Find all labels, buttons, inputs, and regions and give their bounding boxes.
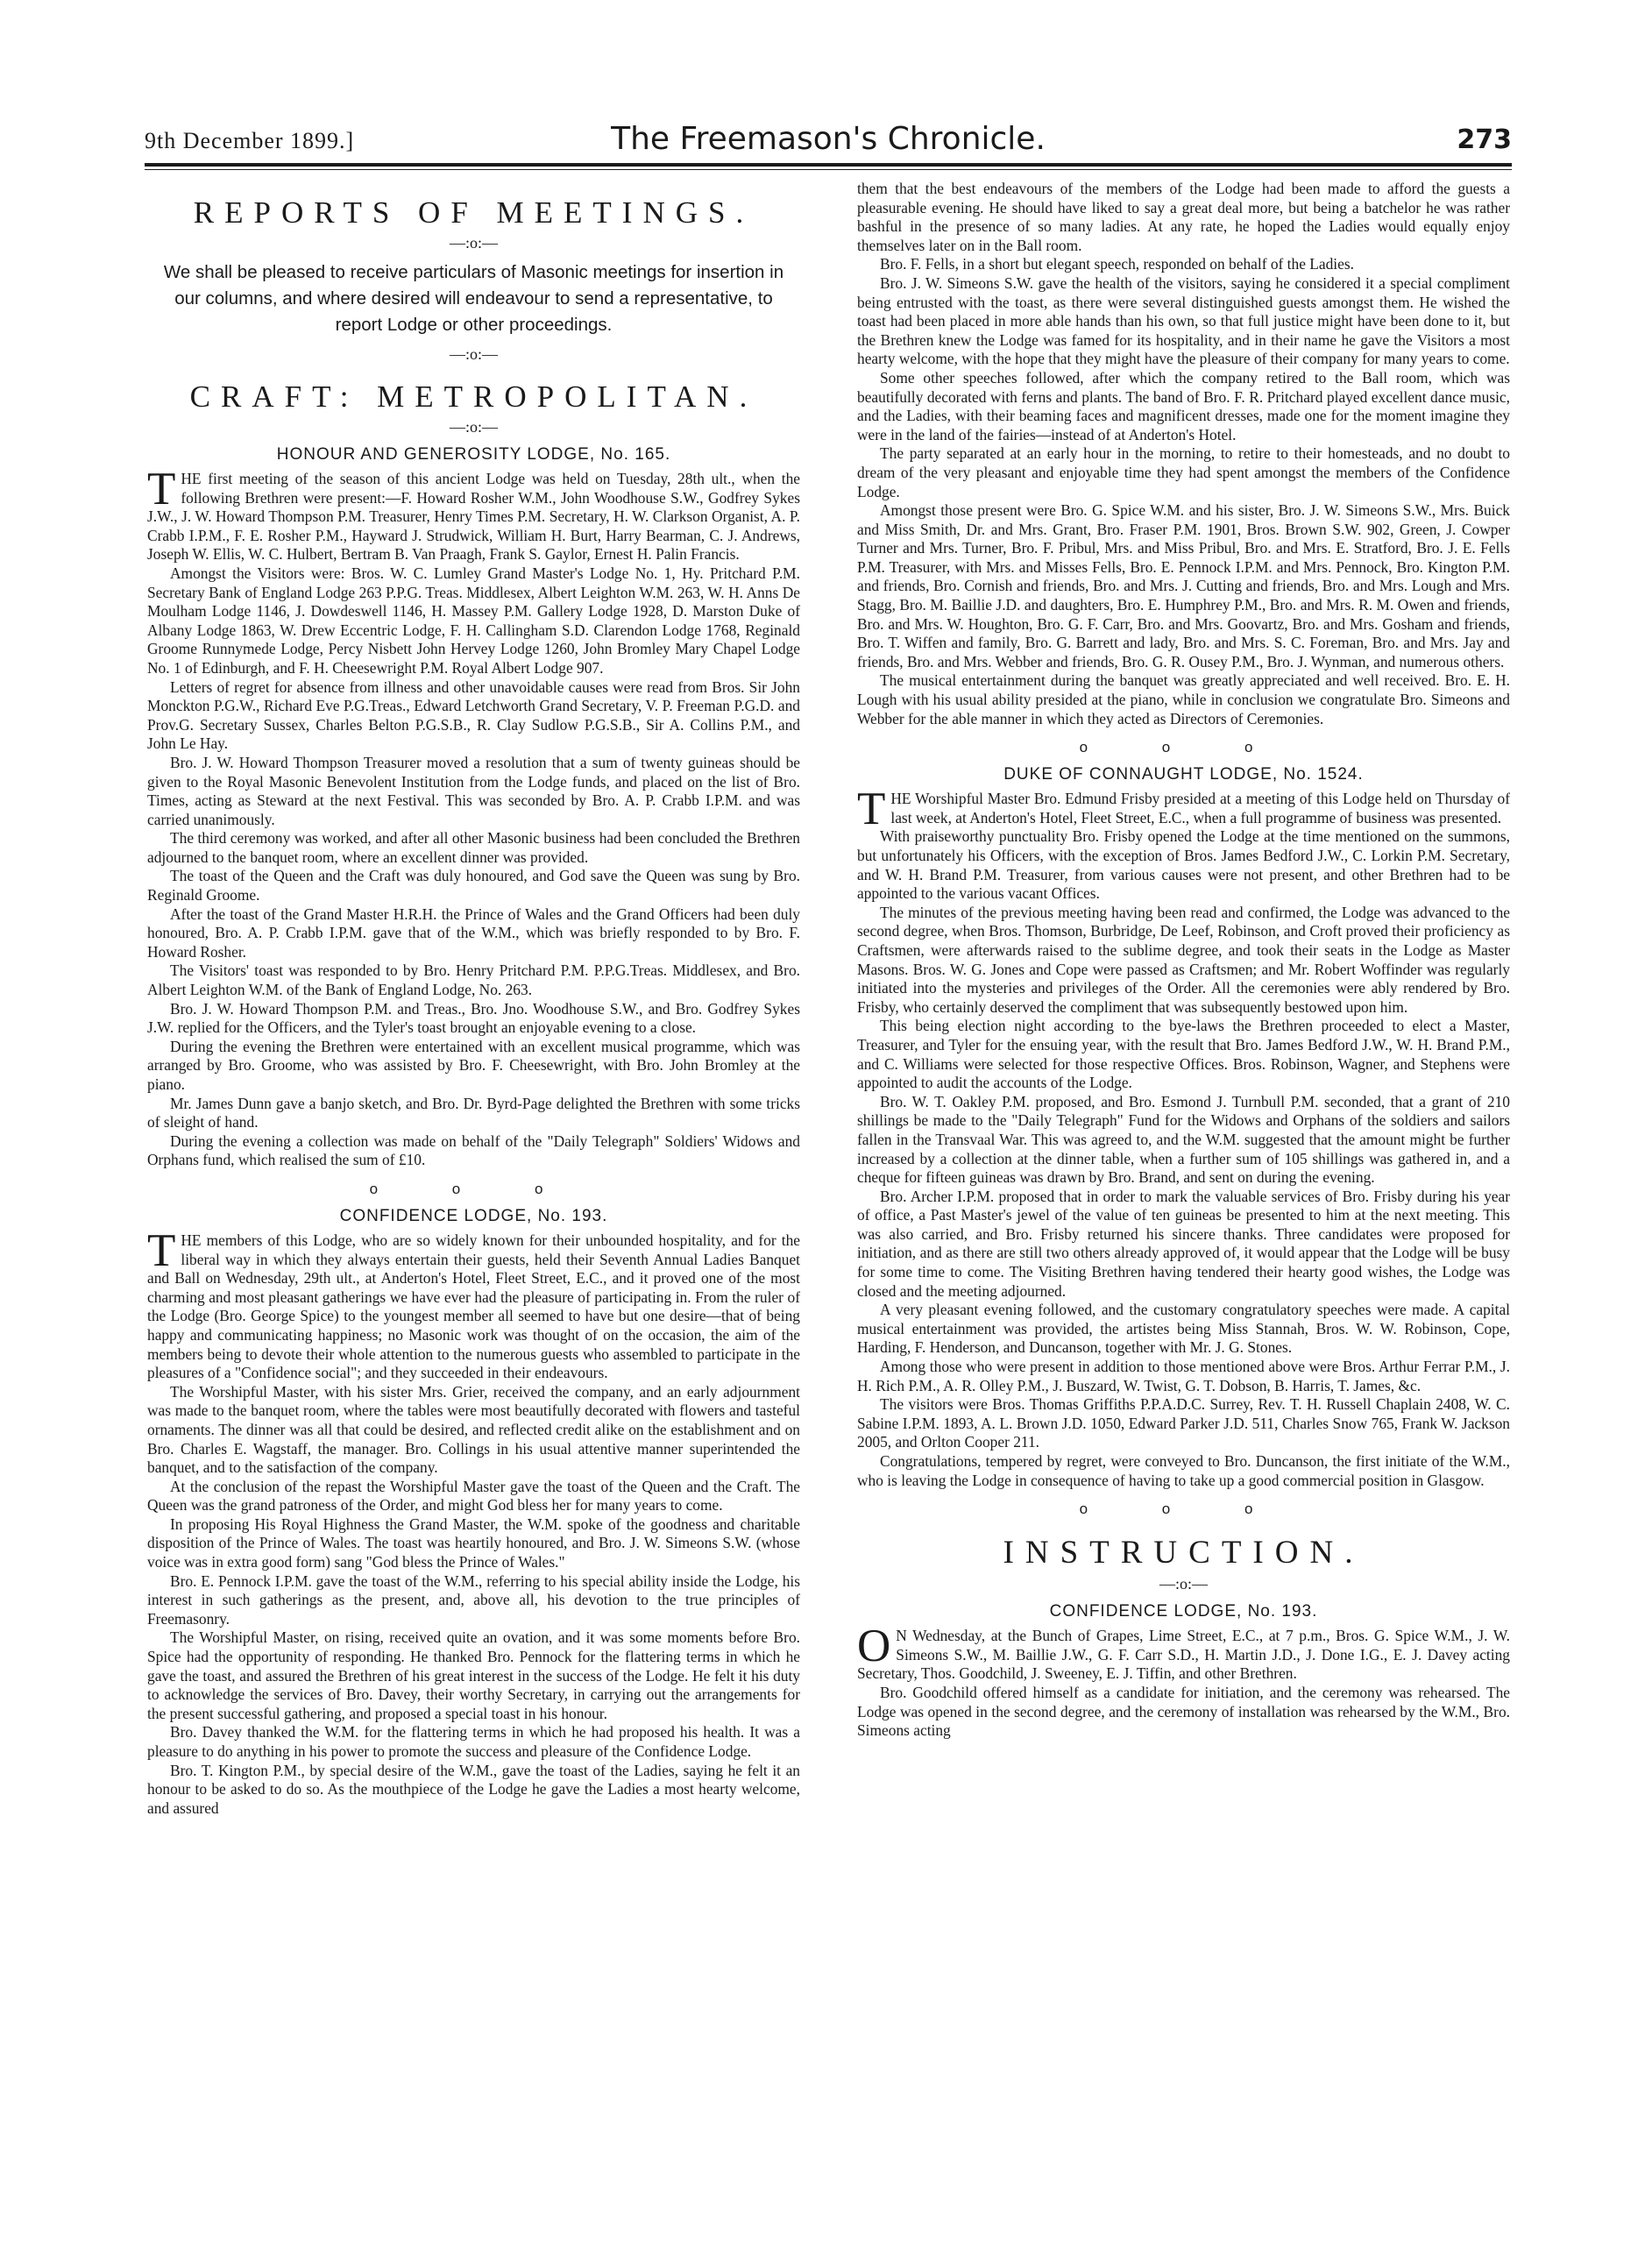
article-paragraph: The toast of the Queen and the Craft was duly honoured, and God save the Queen was sung by Bro. Reginald Groome. [147,867,800,904]
drop-cap: O [857,1621,891,1672]
section-divider: —:o:— [449,345,498,363]
drop-cap: T [147,1224,176,1276]
article-paragraph: The party separated at an early hour in the morning, to retire to their homesteads, and no doubt to dream of the very pleasant and enjoyable time they had spent amongst the members of the Confidence Lodge. [857,444,1510,500]
article-paragraph: Congratulations, tempered by regret, were conveyed to Bro. Duncanson, the first initiate of the W.M., who is leaving the Lodge in consequence of having to take up a good commercial position in Glasgow. [857,1452,1510,1489]
editorial-notice: We shall be pleased to receive particulars of Masonic meetings for insertion in our columns, and where desired will endeavour to send a representative, to report Lodge or other proceedings. [163,262,784,335]
article-paragraph: THE members of this Lodge, who are so widely known for their unbounded hospitality, and for the liberal way in which they always entertain their guests, held their Seventh Annual Ladies Banquet and Ball on Wednesday, 29th ult., at Anderton's Hotel, Fleet Street, E.C., and it proved one of the most charming and most pleasant gatherings we have ever had the pleasure of participating in. From the ruler of the Lodge (Bro. George Spice) to the youngest member all seemed to have but one desire—that of being happy and communicating happiness; no Masonic work was thought of on the occasion, the aim of the members being to devote their whole attention to the numerous guests who assembled to participate in the pleasures of a "Confidence social"; and they succeeded in their endeavours. [147,1224,800,1382]
section-divider: —:o:— [449,234,498,252]
article-paragraph: Amongst those present were Bro. G. Spice W.M. and his sister, Bro. J. W. Simeons S.W., Mrs. Buick and Miss Smith, Dr. and Mrs. Grant, Bro. Fraser P.M. 1901, Bros. Brown S.W. 902, Green, J. Cowper Turner and Mrs. Turner, Bro. F. Pribul, Mrs. and Miss Pribul, Bro. and Mrs. E. Stratford, Bro. J. E. Fells P.M. Treasurer, with Mrs. and Misses Fells, Bro. E. Pennock I.P.M. and Mrs. Pennock, Bro. Kington P.M. and friends, Bro. Cornish and friends, Bro. and Mrs. J. Cutting and friends, Bro. and Mrs. Lough and Mrs. Stagg, Bro. M. Baillie J.D. and daughters, Bro. E. Humphrey P.M., Bro. and Mrs. R. M. Owen and friends, Bro. and Mrs. W. Houghton, Bro. G. F. Carr, Bro. and Mrs. Goovartz, Bro. and Mrs. Gosham and friends, Bro. T. Wiffen and family, Bro. G. Barrett and lady, Bro. and Mrs. S. C. Foreman, Bro. and Mrs. Jay and friends, Bro. and Mrs. Webber and friends, Bro. G. R. Ousey P.M., Bro. J. Wynman, and numerous others. [857,501,1510,670]
article-paragraph: The visitors were Bros. Thomas Griffiths P.P.A.D.C. Surrey, Rev. T. H. Russell Chaplain 2408, W. C. Sabine I.P.M. 1893, A. L. Brown J.D. 1050, Edward Parker J.D. 511, Charles Snow 765, Frank W. Jackson 2005, and Orlton Cooper 211. [857,1395,1510,1451]
article-paragraph: With praiseworthy punctuality Bro. Frisby opened the Lodge at the time mentioned on the summons, but unfortunately his Officers, with the exception of Bros. James Bedford J.W., C. Lorkin P.M. Secretary, and W. H. Brand P.M. Treasurer, from various causes were not present, and other Brethren had to be appointed to the various vacant Offices. [857,827,1510,903]
article-paragraph: THE first meeting of the season of this ancient Lodge was held on Tuesday, 28th ult., when the following Brethren were present:—F. Howard Rosher W.M., John Woodhouse S.W., Godfrey Sykes J.W., J. W. Howard Thompson P.M. Treasurer, Henry Times P.M. Secretary, H. W. Clarkson Organist, A. P. Crabb I.P.M., F. E. Rosher P.M., Hayward J. Strudwick, William H. Burt, Harry Bearman, C. J. Andrews, Joseph W. Ellis, W. C. Hulbert, Bertram B. Van Praagh, Frank S. Gaylor, Ernest H. Palin Francis. [147,464,800,564]
craft-metropolitan-title: CRAFT: METROPOLITAN. [189,380,758,414]
article-paragraph: them that the best endeavours of the members of the Lodge had been made to afford the guests a pleasurable evening. He should have liked to say a great deal more, but being a batchelor he was rather bashful in the presence of so many ladies. At any rate, he hoped the Ladies would equally enjoy themselves later on in the Ball room. [857,180,1510,254]
connaught-lodge-report [857,784,1510,1490]
article-paragraph: O N Wednesday, at the Bunch of Grapes, Lime Street, E.C., at 7 p.m., Bros. G. Spice W.M., J. W. Simeons S.W., M. Baillie J.W., G. F. Carr S.D., H. Martin J.D., J. Done I.G., E. J. Davey acting Secretary, Thos. Goodchild, J. Sweeney, E. J. Tiffin, and other Brethren. [857,1621,1510,1683]
page-number: 273 [1457,124,1512,155]
drop-cap: T [857,784,886,835]
masthead-rule-thin [145,169,1512,170]
article-paragraph: Among those who were present in addition to those mentioned above were Bros. Arthur Ferrar P.M., J. H. Rich P.M., A. R. Olley P.M., J. Buszard, W. Twist, G. T. Dobson, B. Harris, T. James, &c. [857,1358,1510,1394]
article-paragraph: The Worshipful Master, on rising, received quite an ovation, and it was some moments before Bro. Spice had the opportunity of responding. He thanked Bro. Pennock for the flattering terms in which he gave the toast, and assured the Brethren of his great interest in the success of the Lodge. He felt it his duty to acknowledge the services of Bro. Davey, their worthy Secretary, in carrying out the arrangements for the present successful gathering, and proposed a special toast in his honour. [147,1628,800,1722]
section-separator: o o o [1079,1500,1288,1518]
article-paragraph: Bro. W. T. Oakley P.M. proposed, and Bro. Esmond J. Turnbull P.M. seconded, that a grant of 210 shillings be made to the "Daily Telegraph" Fund for the Widows and Orphans of the soldiers and sailors fallen in the Transvaal War. This was agreed to, and the W.M. suggested that the amount might be further increased by a collection at the dinner table, when a further sum of 105 shillings was gathered in, and a cheque for fifteen guineas was drawn by Bro. Brand, and sent on during the evening. [857,1092,1510,1187]
connaught-lodge-heading: DUKE OF CONNAUGHT LODGE, No. 1524. [1003,765,1364,784]
issue-date: 9th December 1899.] [145,128,355,153]
left-column [147,180,800,2226]
confidence-lodge-heading: CONFIDENCE LODGE, No. 193. [339,1206,608,1225]
section-separator: o o o [1079,739,1288,756]
section-divider: —:o:— [1159,1575,1208,1593]
masthead [145,121,1512,160]
confidence-lodge-report [147,1224,800,1818]
masthead-rule [145,163,1512,167]
article-paragraph: Bro. Goodchild offered himself as a candidate for initiation, and the ceremony was rehearsed. The Lodge was opened in the second degree, and the ceremony of installation was rehearsed by the W.M., Bro. Simeons acting [857,1683,1510,1740]
article-paragraph: During the evening a collection was made on behalf of the "Daily Telegraph" Soldiers' Widows and Orphans fund, which realised the sum of £10. [147,1132,800,1169]
article-paragraph: Bro. J. W. Simeons S.W. gave the health of the visitors, saying he considered it a special compliment being entrusted with the toast, as there were several distinguished guests amongst them. He wished the toast had been placed in more able hands than his own, so that full justice might have been done to it, but the Brethren knew the Lodge was famed for its hospitality, and in their name he gave the Visitors a most hearty welcome, with the hope that they might have the pleasure of their company for many years to come. [857,273,1510,368]
article-paragraph: Bro. J. W. Howard Thompson Treasurer moved a resolution that a sum of twenty guineas should be given to the Royal Masonic Benevolent Institution from the Lodge funds, and placed on the list of Bro. Times, acting as Steward at the next Festival. This was seconded by Bro. A. P. Crabb I.P.M. and was carried unanimously. [147,753,800,828]
article-paragraph: At the conclusion of the repast the Worshipful Master gave the toast of the Queen and the Craft. The Queen was the grand patroness of the Order, and might God bless her for many years to come. [147,1477,800,1515]
instruction-title: INSTRUCTION. [1003,1535,1365,1571]
article-paragraph: After the toast of the Grand Master H.R.H. the Prince of Wales and the Grand Officers had been duly honoured, Bro. A. P. Crabb I.P.M. gave that of the W.M., which was briefly responded to by Bro. F. Howard Rosher. [147,904,800,961]
article-paragraph: Bro. T. Kington P.M., by special desire of the W.M., gave the toast of the Ladies, saying he felt it an honour to be asked to do so. As the mouthpiece of the Lodge he gave the Ladies a most hearty welcome, and assured [147,1761,800,1817]
article-paragraph: Letters of regret for absence from illness and other unavoidable causes were read from Bros. Sir John Monckton P.G.W., Richard Eve P.G.Treas., Edward Letchworth Grand Secretary, V. P. Freeman P.G.D. and Prov.G. Secretary Sussex, Charles Belton P.G.S.B., R. Clay Sudlow P.G.S.B., Sir A. Collins P.M., and John Le Hay. [147,677,800,753]
article-paragraph: A very pleasant evening followed, and the customary congratulatory speeches were made. A capital musical entertainment was provided, the artistes being Miss Stannah, Bros. W. W. Robinson, Cope, Harding, F. Henderson, and Duncanson, together with Mr. J. G. Stones. [857,1301,1510,1357]
article-paragraph: Some other speeches followed, after which the company retired to the Ball room, which was beautifully decorated with ferns and plants. The band of Bro. F. R. Pritchard played excellent dance music, and the Ladies, with their beaming faces and magnificent dresses, made one for the moment imagine they were in the land of the fairies—instead of at Anderton's Hotel. [857,368,1510,443]
article-paragraph: Bro. J. W. Howard Thompson P.M. and Treas., Bro. Jno. Woodhouse S.W., and Bro. Godfrey Sykes J.W. replied for the Officers, and the Tyler's toast brought an enjoyable evening to a close. [147,999,800,1037]
instruction-report [857,1621,1510,1741]
reports-title: REPORTS OF MEETINGS. [193,195,755,230]
honour-lodge-heading: HONOUR AND GENEROSITY LODGE, No. 165. [276,445,671,464]
article-paragraph: During the evening the Brethren were entertained with an excellent musical programme, which was arranged by Bro. Groome, who was assisted by Bro. F. Cheesewright, with Bro. John Bromley at the piano. [147,1037,800,1093]
article-paragraph: The Visitors' toast was responded to by Bro. Henry Pritchard P.M. P.P.G.Treas. Middlesex, and Bro. Albert Leighton W.M. of the Bank of England Lodge, No. 263. [147,961,800,999]
right-column [857,180,1510,2226]
article-paragraph: Bro. Archer I.P.M. proposed that in order to mark the valuable services of Bro. Frisby during his year of office, a Past Master's jewel of the value of ten guineas be presented to him at the next meeting. This was also carried, and Bro. Frisby returned his sincere thanks. Three candidates were proposed for initiation, and as there are still two others already approved of, it would appear that the Lodge will be busy for some time to come. The Visiting Brethren having tendered their hearty good wishes, the Lodge was closed and the meeting adjourned. [857,1187,1510,1300]
section-separator: o o o [369,1180,578,1197]
confidence-lodge-report-continued [857,180,1510,728]
article-paragraph: The third ceremony was worked, and after all other Masonic business had been concluded the Brethren adjourned to the banquet room, where an excellent dinner was provided. [147,829,800,866]
article-paragraph: Amongst the Visitors were: Bros. W. C. Lumley Grand Master's Lodge No. 1, Hy. Pritchard P.M. Secretary Bank of England Lodge 263 P.P.G. Treas. Middlesex, Albert Leighton W.M. 263, W. H. Anns De Moulham Lodge 1146, J. Dowdeswell 1146, H. Massey P.M. Gallery Lodge 1928, D. Marston Duke of Albany Lodge 1863, W. Drew Eccentric Lodge, F. H. Callingham S.D. Clarendon Lodge 1768, Reginald Groome Runnymede Lodge, Percy Nisbett John Hervey Lodge 1260, John Bromley Mary Chapel Lodge No. 1 of Edinburgh, and F. H. Cheesewright P.M. Royal Albert Lodge 907. [147,564,800,677]
article-paragraph: The minutes of the previous meeting having been read and confirmed, the Lodge was advanced to the second degree, when Bros. Thomson, Burbridge, De Leef, Robinson, and Croft proved their proficiency as Craftsmen, were afterwards raised to the sublime degree, and took their seats in the Lodge as Master Masons. Bros. W. G. Jones and Cope were passed as Craftsmen; and Mr. Robert Woffinder was regularly initiated into the mysteries and privileges of the Order. All the ceremonies were ably rendered by Bro. Frisby, who certainly deserved the compliment that was subsequently bestowed upon him. [857,903,1510,1016]
section-divider: —:o:— [449,418,498,436]
article-paragraph: In proposing His Royal Highness the Grand Master, the W.M. spoke of the goodness and charitable disposition of the Prince of Wales. The toast was heartily honoured, and Bro. J. W. Simeons S.W. (whose voice was in extra good form) sang "God bless the Prince of Wales." [147,1515,800,1571]
article-paragraph: This being election night according to the bye-laws the Brethren proceeded to elect a Master, Treasurer, and Tyler for the ensuing year, with the result that Bro. James Bedford J.W., W. H. Brand P.M., and C. Williams were selected for those respective Offices. Bros. Robinson, Wagner, and Stephens were appointed to audit the accounts of the Lodge. [857,1017,1510,1092]
article-paragraph: Bro. F. Fells, in a short but elegant speech, responded on behalf of the Ladies. [880,255,1354,273]
article-paragraph: Mr. James Dunn gave a banjo sketch, and Bro. Dr. Byrd-Page delighted the Brethren with some tricks of sleight of hand. [147,1094,800,1132]
article-paragraph: Bro. E. Pennock I.P.M. gave the toast of the W.M., referring to his special ability inside the Lodge, his interest in such gatherings as the present, and, above all, his devotion to the true principles of Freemasonry. [147,1571,800,1628]
drop-cap: T [147,464,176,514]
article-paragraph: THE Worshipful Master Bro. Edmund Frisby presided at a meeting of this Lodge held on Thursday of last week, at Anderton's Hotel, Fleet Street, E.C., when a full programme of business was presented. [857,784,1510,835]
publication-title: The Freemason's Chronicle. [611,121,1046,157]
instruction-lodge-heading: CONFIDENCE LODGE, No. 193. [1049,1602,1318,1621]
article-paragraph: Bro. Davey thanked the W.M. for the flattering terms in which he had proposed his health. It was a pleasure to do anything in his power to promote the success and pleasure of the Confidence Lodge. [147,1723,800,1760]
honour-lodge-report [147,464,800,1170]
article-paragraph: The Worshipful Master, with his sister Mrs. Grier, received the company, and an early adjournment was made to the banquet room, where the tables were most beautifully decorated with flowers and tasteful ornaments. The dinner was all that could be desired, and reflected credit alike on the establishment and on Bro. Charles E. Wagstaff, the manager. Bro. Collings in his usual attentive manner superintended the banquet, and to the satisfaction of the company. [147,1382,800,1477]
article-paragraph: The musical entertainment during the banquet was greatly appreciated and well received. Bro. E. H. Lough with his usual ability presided at the piano, while in conclusion we congratulate Bro. Simeons and Webber for the able manner in which they acted as Directors of Ceremonies. [857,671,1510,727]
